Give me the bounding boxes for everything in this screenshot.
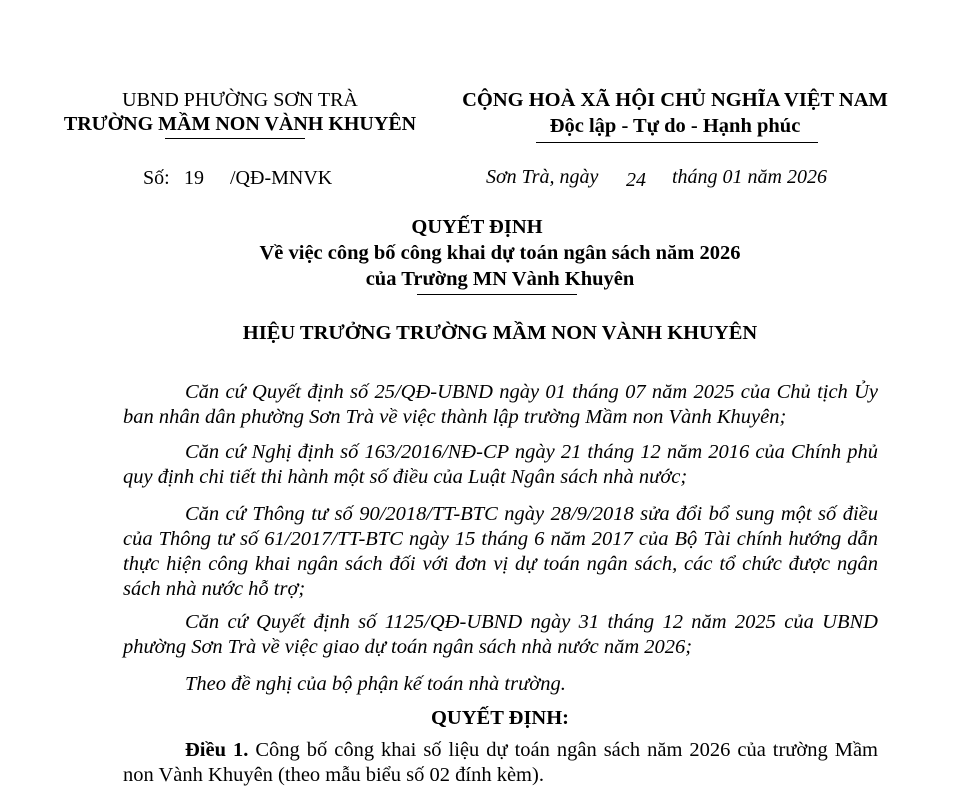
proposal-paragraph: Theo đề nghị của bộ phận kế toán nhà trường. [185, 673, 566, 695]
decision-heading: QUYẾT ĐỊNH: [430, 707, 569, 729]
issuer-school-name: TRƯỜNG MẦM NON VÀNH KHUYÊN [63, 113, 417, 135]
document-number-suffix: /QĐ-MNVK [230, 167, 333, 189]
document-subject-line2: của Trường MN Vành Khuyên [365, 268, 635, 290]
legal-basis-paragraph: Căn cứ Nghị định số 163/2016/NĐ-CP ngày 21 tháng 12 năm 2016 của Chính phủ quy định chi tiết thi hành một số điều của Luật Ngân sách nhà nước; [123, 441, 878, 488]
article-1 [123, 738, 878, 788]
issuer-underline-divider [165, 138, 305, 139]
document-number-label: Số: [143, 167, 170, 189]
issuing-authority-heading: HIỆU TRƯỞNG TRƯỜNG MẦM NON VÀNH KHUYÊN [242, 322, 758, 344]
document-title: QUYẾT ĐỊNH [411, 216, 543, 238]
date-place: Sơn Trà, ngày [486, 166, 599, 188]
document-subject-line1: Về việc công bố công khai dự toán ngân sách năm 2026 [259, 242, 741, 264]
legal-basis-paragraph: Căn cứ Quyết định số 25/QĐ-UBND ngày 01 tháng 07 năm 2025 của Chủ tịch Ủy ban nhân dân phường Sơn Trà về việc thành lập trường Mầm non Vành Khuyên; [123, 381, 878, 428]
legal-basis-paragraph: Căn cứ Thông tư số 90/2018/TT-BTC ngày 28/9/2018 sửa đổi bổ sung một số điều của Thông tư số 61/2017/TT-BTC ngày 15 tháng 6 năm 2017 của Bộ Tài chính hướng dẫn thực hiện công khai ngân sách đối với đơn vị dự toán ngân sách, các tổ chức được ngân sách nhà nước hỗ trợ; [123, 503, 878, 600]
date-day: 24 [626, 169, 646, 191]
legal-basis-paragraph: Căn cứ Quyết định số 1125/QĐ-UBND ngày 31 tháng 12 năm 2025 của UBND phường Sơn Trà về việc giao dự toán ngân sách nhà nước năm 2026; [123, 611, 878, 658]
issuer-authority: UBND PHƯỜNG SƠN TRÀ [122, 89, 358, 111]
date-month-year: tháng 01 năm 2026 [672, 166, 827, 188]
national-motto: Độc lập - Tự do - Hạnh phúc [549, 115, 801, 137]
motto-underline-divider [536, 142, 818, 143]
article-1-text: Công bố công khai số liệu dự toán ngân sách năm 2026 của trường Mầm non Vành Khuyên (theo mẫu biểu số 02 đính kèm). [123, 739, 879, 786]
title-underline-divider [417, 294, 577, 295]
national-title: CỘNG HOÀ XÃ HỘI CHỦ NGHĨA VIỆT NAM [462, 89, 888, 111]
document-number: 19 [184, 167, 204, 189]
article-1-label: Điều 1. [185, 739, 249, 761]
